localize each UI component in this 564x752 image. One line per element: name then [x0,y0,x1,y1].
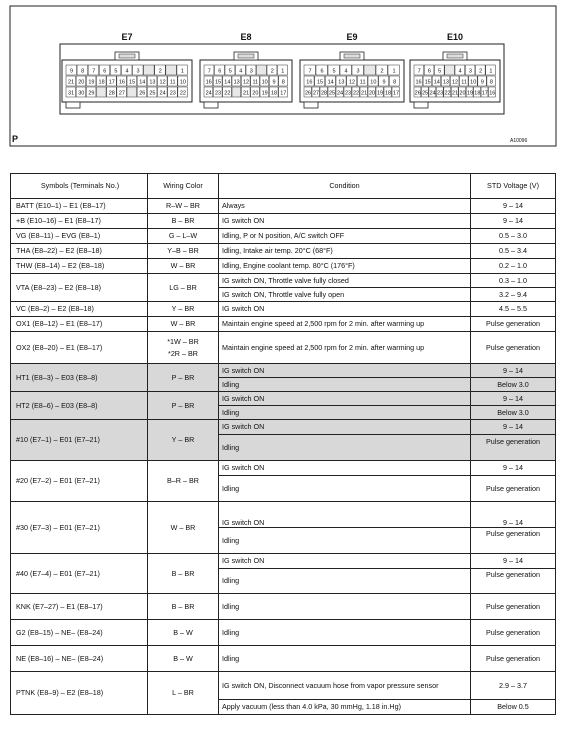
pin-number: 11 [252,79,259,86]
pin-number: 9 [382,79,386,86]
pin-number: 3 [356,68,360,75]
cell-symbol: #40 (E7–4) – E01 (E7–21) [11,554,148,594]
pin-number: 13 [442,79,449,86]
cell-voltage: 9 – 14 [471,199,556,214]
pin-number: 7 [417,68,421,75]
connector-latch-slot [344,54,360,58]
table-row [11,420,556,435]
table-row [11,332,556,364]
connector-pin [445,65,455,75]
cell-symbol: THA (E8–22) – E2 (E8–18) [11,244,148,259]
pin-number: 13 [149,79,156,86]
pin-number: 16 [205,79,212,86]
table-row [11,620,556,646]
pin-number: 19 [376,90,384,97]
cell-condition: Idling [219,435,471,461]
connector-key [204,102,218,108]
pin-number: 16 [118,79,125,86]
pin-number: 13 [338,79,345,86]
pin-number: 14 [224,79,231,86]
pin-number: 13 [233,79,240,86]
pin-number: 4 [239,68,243,75]
cell-voltage: 9 – 14 [471,502,556,528]
pin-number: 12 [159,79,166,86]
connector-e9 [300,32,404,108]
pin-number: 5 [114,68,118,75]
pin-number: 17 [280,90,287,97]
pin-number: 6 [427,68,431,75]
pin-number: 31 [68,90,75,97]
table-row [11,259,556,274]
pin-number: 6 [103,68,107,75]
connector-e7 [62,32,192,108]
pin-number: 11 [359,79,366,86]
cell-condition: Apply vacuum (less than 4.0 kPa, 30 mmHg, 1.18 in.Hg) [219,700,471,715]
pin-number: 8 [81,68,85,75]
table-row [11,244,556,259]
cell-wiring: Y – BR [148,420,219,461]
header-wiring-color: Wiring Color [148,174,219,199]
connector-pin [257,65,267,75]
cell-voltage: 9 – 14 [471,420,556,435]
pin-number: 16 [415,79,422,86]
diagram-corner-letter: P [12,134,19,144]
pin-number: 20 [78,79,85,86]
cell-voltage: 9 – 14 [471,392,556,406]
pin-number: 2 [158,68,162,75]
pin-number: 26 [414,90,421,97]
cell-voltage: Pulse generation [471,317,556,332]
cell-symbol: VC (E8–2) – E2 (E8–18) [11,302,148,317]
cell-symbol: THW (E8–14) – E2 (E8–18) [11,259,148,274]
table-row [11,364,556,378]
cell-wiring: Y – BR [148,302,219,317]
pin-number: 4 [458,68,462,75]
cell-wiring: LG – BR [148,274,219,302]
cell-voltage: Pulse generation [471,435,556,461]
cell-voltage: Below 3.0 [471,378,556,392]
connector-label: E10 [446,32,464,42]
pin-number: 26 [139,90,146,97]
pin-number: 15 [424,79,431,86]
cell-condition: IG switch ON [219,392,471,406]
cell-wiring: W – BR [148,502,219,554]
cell-symbol: KNK (E7–27) – E1 (E8–17) [11,594,148,620]
cell-wiring: B–R – BR [148,461,219,502]
pin-number: 25 [149,90,156,97]
cell-condition: Idling [219,528,471,554]
cell-condition: Idling, Engine coolant temp. 80°C (176°F) [219,259,471,274]
pin-number: 21 [242,90,250,97]
table-header-row [11,174,556,199]
cell-symbol: VTA (E8–23) – E2 (E8–18) [11,274,148,302]
pin-number: 7 [308,68,312,75]
pin-number: 14 [139,79,146,86]
cell-voltage: Pulse generation [471,594,556,620]
pin-number: 7 [92,68,96,75]
table-row [11,646,556,672]
pin-number: 22 [444,90,451,97]
cell-symbol: HT2 (E8–6) – E03 (E8–8) [11,392,148,420]
pin-number: 9 [70,68,74,75]
cell-condition: IG switch ON [219,554,471,569]
table-row [11,214,556,229]
cell-voltage: 9 – 14 [471,364,556,378]
pin-number: 18 [474,90,481,97]
cell-voltage: Pulse generation [471,332,556,364]
cell-wiring: W – BR [148,259,219,274]
cell-symbol: PTNK (E8–9) – E2 (E8–18) [11,672,148,715]
pin-number: 14 [327,79,334,86]
cell-voltage: Pulse generation [471,476,556,502]
connector-e8 [200,32,292,108]
pin-number: 24 [429,90,436,97]
pin-number: 2 [270,68,274,75]
cell-condition: Maintain engine speed at 2,500 rpm for 2 min. after warming up [219,317,471,332]
connector-pin [166,65,176,75]
pin-number: 23 [437,90,444,97]
pin-number: 19 [466,90,473,97]
table-row [11,672,556,700]
connector-label: E8 [240,32,252,42]
pin-number: 10 [370,79,377,86]
pin-number: 12 [451,79,459,86]
cell-symbol: HT1 (E8–3) – E03 (E8–8) [11,364,148,392]
cell-condition: Idling [219,594,471,620]
connector-label: E9 [346,32,358,42]
cell-condition: IG switch ON [219,364,471,378]
cell-condition: Idling [219,378,471,392]
pin-number: 8 [393,79,397,86]
cell-symbol: +B (E10–16) – E1 (E8–17) [11,214,148,229]
pin-number: 16 [489,90,496,97]
pin-number: 5 [332,68,336,75]
cell-condition: IG switch ON, Throttle valve fully closed [219,274,471,288]
cell-symbol: VG (E8–11) – EVG (E8–1) [11,229,148,244]
pin-number: 22 [179,90,186,97]
pin-number: 4 [125,68,129,75]
cell-wiring: R–W – BR [148,199,219,214]
pin-number: 18 [270,90,278,97]
cell-wiring: G – L–W [148,229,219,244]
connector-latch-slot [238,54,254,58]
cell-symbol: OX2 (E8–20) – E1 (E8–17) [11,332,148,364]
cell-wiring: P – BR [148,364,219,392]
cell-voltage: Below 3.0 [471,406,556,420]
cell-condition: Idling, Intake air temp. 20°C (68°F) [219,244,471,259]
cell-wiring: B – BR [148,594,219,620]
cell-condition: Maintain engine speed at 2,500 rpm for 2 min. after warming up [219,332,471,364]
pin-number: 23 [169,90,176,97]
connector-latch-slot [447,54,463,58]
pin-number: 3 [249,68,253,75]
pin-number: 8 [489,79,493,86]
cell-wiring: B – BR [148,214,219,229]
cell-condition: Idling [219,406,471,420]
cell-voltage: 9 – 14 [471,554,556,569]
cell-condition: IG switch ON [219,502,471,528]
cell-symbol: #30 (E7–3) – E01 (E7–21) [11,502,148,554]
pin-number: 4 [344,68,348,75]
pin-number: 30 [78,90,85,97]
table-row [11,502,556,528]
pin-number: 11 [169,79,176,86]
cell-voltage: 3.2 – 9.4 [471,288,556,302]
wiring-variant-2: *2R – BR [168,348,198,358]
table-row [11,317,556,332]
cell-voltage: 2.9 – 3.7 [471,672,556,700]
cell-condition: Idling, P or N position, A/C switch OFF [219,229,471,244]
pin-number: 17 [392,90,400,97]
pin-number: 14 [433,79,440,86]
pin-number: 5 [228,68,232,75]
cell-voltage: Pulse generation [471,646,556,672]
pin-number: 19 [261,90,268,97]
pin-number: 6 [320,68,324,75]
cell-voltage: 0.5 – 3.0 [471,229,556,244]
pin-number: 22 [352,90,360,97]
table-row [11,274,556,288]
cell-condition: IG switch ON [219,214,471,229]
cell-voltage: Below 0.5 [471,700,556,715]
connector-latch-slot [119,54,135,58]
pin-number: 24 [159,90,166,97]
cell-condition: Idling [219,476,471,502]
pin-number: 21 [451,90,459,97]
cell-symbol: BATT (E10–1) – E1 (E8–17) [11,199,148,214]
pin-number: 26 [304,90,312,97]
pin-number: 12 [348,79,356,86]
connector-diagram [0,0,564,150]
pin-number: 20 [368,90,376,97]
cell-symbol: #20 (E7–2) – E01 (E7–21) [11,461,148,502]
header-symbols: Symbols (Terminals No.) [11,174,148,199]
pin-number: 18 [384,90,392,97]
pin-number: 28 [108,90,115,97]
pin-number: 6 [218,68,222,75]
cell-voltage: 9 – 14 [471,214,556,229]
cell-wiring: B – W [148,620,219,646]
pin-number: 28 [320,90,328,97]
connector-pin [127,87,137,97]
wiring-variant-1: *1W – BR [167,336,199,346]
pin-number: 23 [214,90,222,97]
pin-number: 12 [242,79,250,86]
connector-pin [364,65,375,75]
table-row [11,461,556,476]
cell-voltage: Pulse generation [471,569,556,594]
pin-number: 19 [88,79,95,86]
cell-condition: Idling [219,646,471,672]
pin-number: 23 [344,90,352,97]
pin-number: 22 [224,90,231,97]
pin-number: 10 [261,79,268,86]
cell-wiring: B – BR [148,554,219,594]
connector-key [304,102,318,108]
cell-condition: Always [219,199,471,214]
pin-number: 9 [272,79,276,86]
table-row [11,229,556,244]
table-row [11,554,556,569]
pin-number: 21 [68,79,75,86]
pin-number: 2 [479,68,483,75]
cell-symbol: NE (E8–16) – NE– (E8–24) [11,646,148,672]
pin-number: 20 [459,90,466,97]
pin-number: 18 [98,79,105,86]
pin-number: 25 [328,90,336,97]
pin-number: 25 [422,90,429,97]
cell-condition: Idling [219,620,471,646]
pin-number: 27 [118,90,125,97]
header-condition: Condition [219,174,471,199]
cell-wiring: P – BR [148,392,219,420]
cell-symbol: #10 (E7–1) – E01 (E7–21) [11,420,148,461]
cell-condition: IG switch ON [219,302,471,317]
connector-pin [232,87,241,97]
connector-group [62,32,500,108]
pin-number: 9 [480,79,484,86]
table-row [11,199,556,214]
header-std-voltage: STD Voltage (V) [471,174,556,199]
pin-number: 20 [252,90,259,97]
connector-pin [144,65,154,75]
table-row [11,392,556,406]
connector-key [414,102,428,108]
pin-number: 3 [468,68,472,75]
cell-condition: IG switch ON, Throttle valve fully open [219,288,471,302]
table-row [11,302,556,317]
pin-number: 8 [281,79,285,86]
diagram-reference: A10096 [510,138,528,144]
pin-number: 15 [129,79,136,86]
pin-number: 5 [438,68,442,75]
connector-pin [97,87,107,97]
pin-number: 1 [180,68,184,75]
pin-number: 16 [306,79,313,86]
pin-number: 17 [481,90,488,97]
cell-voltage: 0.2 – 1.0 [471,259,556,274]
cell-condition: Idling [219,569,471,594]
terminal-spec-table [10,173,556,715]
cell-wiring: W – BR [148,317,219,332]
pin-number: 3 [136,68,140,75]
pin-number: 24 [205,90,212,97]
pin-number: 1 [281,68,285,75]
pin-number: 1 [392,68,396,75]
pin-number: 15 [214,79,222,86]
cell-voltage: 0.3 – 1.0 [471,274,556,288]
pin-number: 7 [207,68,211,75]
pin-number: 10 [179,79,186,86]
pin-number: 11 [461,79,467,86]
connector-label: E7 [121,32,133,42]
cell-voltage: 0.5 – 3.4 [471,244,556,259]
cell-condition: IG switch ON [219,420,471,435]
pin-number: 24 [336,90,344,97]
cell-voltage: Pulse generation [471,620,556,646]
pin-number: 21 [360,90,368,97]
pin-number: 2 [380,68,384,75]
cell-wiring: Y–B – BR [148,244,219,259]
cell-voltage: 4.5 – 5.5 [471,302,556,317]
cell-symbol: G2 (E8–15) – NE– (E8–24) [11,620,148,646]
cell-condition: IG switch ON [219,461,471,476]
pin-number: 10 [470,79,477,86]
pin-number: 17 [108,79,115,86]
table-row [11,594,556,620]
cell-voltage: Pulse generation [471,528,556,554]
pin-number: 15 [316,79,324,86]
pin-number: 1 [489,68,493,75]
cell-symbol: OX1 (E8–12) – E1 (E8–17) [11,317,148,332]
connector-key [66,102,80,108]
connector-e10 [410,32,500,108]
cell-wiring [148,332,219,364]
cell-wiring: B – W [148,646,219,672]
cell-voltage: 9 – 14 [471,461,556,476]
cell-condition: IG switch ON, Disconnect vacuum hose from vapor pressure sensor [219,672,471,700]
cell-wiring: L – BR [148,672,219,715]
pin-number: 27 [312,90,320,97]
pin-number: 29 [88,90,95,97]
